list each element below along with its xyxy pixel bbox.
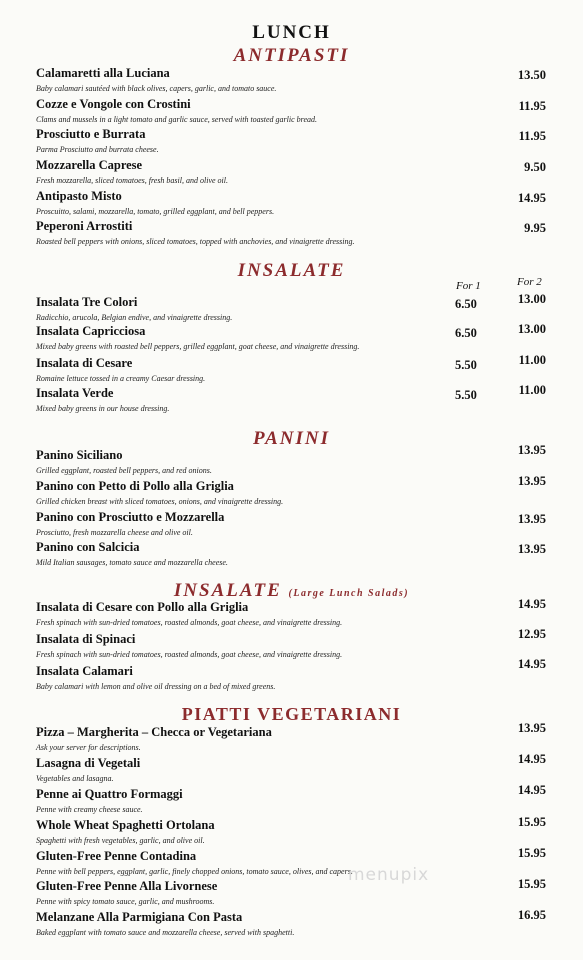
item-description: Penne with spicy tomato sauce, garlic, and mushrooms. [36,897,215,906]
column-header-for-2: For 2 [517,276,542,288]
item-price-for-1: 5.50 [455,358,477,372]
item-price-for-1: 6.50 [455,297,477,311]
item-price-for-1: 5.50 [455,388,477,402]
menu-item [36,597,546,632]
item-price: 14.95 [517,752,546,766]
item-name: Antipasto Misto [36,189,122,203]
item-price: 13.95 [517,542,546,556]
item-name: Gluten-Free Penne Contadina [36,849,197,863]
menu-item [36,474,546,511]
item-description: Baked eggplant with tomato sauce and mozzarella cheese, served with spaghetti. [36,928,295,937]
item-description: Mixed baby greens with roasted bell peppers, grilled eggplant, goat cheese, and vinaigrette dressing. [36,342,360,351]
item-name: Lasagna di Vegetali [36,756,141,770]
item-description: Fresh spinach with sun-dried tomatoes, roasted almonds, goat cheese, and vinaigrette dressing. [36,650,343,659]
item-price-for-2: 11.00 [518,383,546,397]
menu-item [36,383,546,418]
item-price: 13.95 [517,512,546,526]
menu-item [36,324,546,356]
item-price: 9.95 [524,221,546,235]
menu-item [36,540,546,572]
item-name: Pizza – Margherita – Checca or Vegetariana [36,725,272,739]
item-name: Calamaretti alla Luciana [36,66,170,80]
item-price: 15.95 [517,846,546,860]
menu-item [36,189,546,221]
page-title: LUNCH [252,22,331,43]
item-description: Prosciutto, fresh mozzarella cheese and olive oil. [36,528,193,537]
section-title-insalate: INSALATE [237,260,346,281]
menu-item [36,910,546,942]
item-description: Fresh spinach with sun-dried tomatoes, roasted almonds, goat cheese, and vinaigrette dressing. [36,618,343,627]
menu-item [36,627,546,664]
menu-item [36,815,546,850]
section-title-text: INSALATE [173,580,282,601]
section-subtitle: (Large Lunch Salads) [288,588,410,599]
item-price: 15.95 [517,815,546,829]
item-description: Spaghetti with fresh vegetables, garlic, and olive oil. [36,836,205,845]
menu-item [36,97,546,129]
item-name: Panino con Prosciutto e Mozzarella [36,510,225,524]
item-name: Insalata Tre Colori [36,295,138,309]
menu-item [36,752,546,788]
item-description: Vegetables and lasagna. [36,774,114,783]
menu-item [36,353,546,388]
item-price: 14.95 [517,657,546,671]
item-price-for-2: 13.00 [517,322,546,336]
item-name: Insalata di Cesare [36,356,133,370]
menu-item [36,879,546,911]
menu-item [36,292,546,327]
menu-item [36,127,546,159]
item-price-for-1: 6.50 [455,326,477,340]
item-name: Whole Wheat Spaghetti Ortolana [36,818,215,832]
menu-item [36,219,546,251]
menu-item [36,783,546,819]
section-title-panini: PANINI [252,428,331,449]
item-name: Cozze e Vongole con Crostini [36,97,191,111]
item-price-for-2: 11.00 [518,353,546,367]
menupix-watermark: menupix [348,865,430,885]
section-title-insalate-large [0,580,583,602]
item-price: 14.95 [517,783,546,797]
item-price: 13.95 [517,474,546,488]
item-description: Fresh mozzarella, sliced tomatoes, fresh basil, and olive oil. [36,176,228,185]
item-name: Insalata di Cesare con Pollo alla Griglia [36,600,249,614]
item-description: Mixed baby greens in our house dressing. [36,404,170,413]
menu-item [36,510,546,542]
menu-item [36,66,546,98]
menu-item [36,443,546,480]
item-price: 9.50 [524,160,546,174]
item-name: Melanzane Alla Parmigiana Con Pasta [36,910,243,924]
item-description: Baby calamari with lemon and olive oil dressing on a bed of mixed greens. [36,682,276,691]
item-name: Panino Siciliano [36,448,123,462]
item-name: Insalata Calamari [36,664,133,678]
menu-item [36,657,546,696]
item-description: Romaine lettuce tossed in a creamy Caesar dressing. [36,374,206,383]
item-name: Insalata di Spinaci [36,632,136,646]
item-description: Mild Italian sausages, tomato sauce and mozzarella cheese. [36,558,228,567]
item-name: Prosciutto e Burrata [36,127,146,141]
item-price-for-2: 13.00 [517,292,546,306]
item-description: Baby calamari sautéed with black olives, capers, garlic, and tomato sauce. [36,84,277,93]
menu-item [36,721,546,757]
item-description: Grilled chicken breast with sliced tomatoes, onions, and vinaigrette dressing. [36,497,284,506]
item-description: Ask your server for descriptions. [36,743,141,752]
item-price: 12.95 [517,627,546,641]
item-name: Gluten-Free Penne Alla Livornese [36,879,218,893]
item-description: Parma Prosciutto and burrata cheese. [36,145,159,154]
item-description: Grilled eggplant, roasted bell peppers, and red onions. [36,466,212,475]
item-description: Clams and mussels in a light tomato and garlic sauce, served with toasted garlic bread. [36,115,318,124]
item-price: 14.95 [517,597,546,611]
item-price: 11.95 [518,99,546,113]
menu-item [36,158,546,190]
item-name: Panino con Salcicia [36,540,140,554]
column-header-for-1: For 1 [456,280,481,292]
item-description: Roasted bell peppers with onions, sliced tomatoes, topped with anchovies, and vinaigrette dressing. [36,237,355,246]
menu-item [36,846,546,881]
item-description: Radicchio, arucola, Belgian endive, and vinaigrette dressing. [36,313,233,322]
item-name: Panino con Petto di Pollo alla Griglia [36,479,234,493]
item-price: 16.95 [517,908,546,922]
item-name: Insalata Capricciosa [36,324,146,338]
item-price: 13.50 [517,68,546,82]
item-price: 14.95 [517,191,546,205]
item-name: Penne ai Quattro Formaggi [36,787,183,801]
section-title-vegetariani: PIATTI VEGETARIANI [181,704,402,724]
section-title-antipasti: ANTIPASTI [233,45,350,66]
item-name: Peperoni Arrostiti [36,219,133,233]
item-price: 13.95 [517,443,546,457]
item-price: 15.95 [517,877,546,891]
item-name: Mozzarella Caprese [36,158,143,172]
item-name: Insalata Verde [36,386,114,400]
item-price: 11.95 [518,129,546,143]
item-description: Penne with bell peppers, eggplant, garlic, finely chopped onions, tomato sauce, olives, and capers. [36,867,353,876]
item-price: 13.95 [517,721,546,735]
item-description: Proscuitto, salami, mozzarella, tomato, grilled eggplant, and bell peppers. [36,207,275,216]
item-description: Penne with creamy cheese sauce. [36,805,143,814]
